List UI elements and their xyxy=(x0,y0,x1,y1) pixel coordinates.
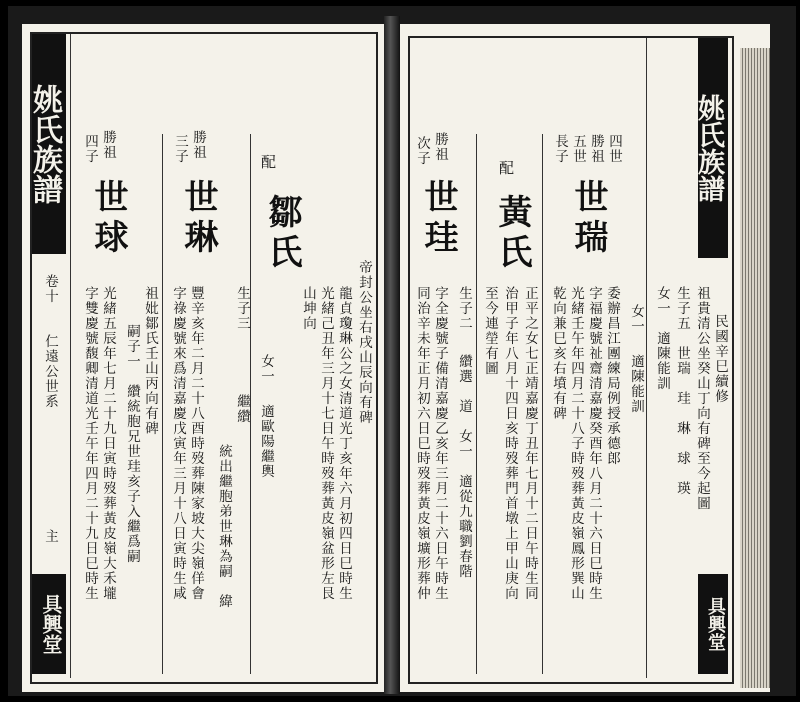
daughter1: 女一 xyxy=(628,304,644,334)
p3-bio-2: 豐辛亥年二月二十八酉時歿葬陳家坡大尖嶺佯會 xyxy=(188,286,204,601)
header-top: 民國辛巳續修 xyxy=(712,314,728,404)
p2-bio-1: 字全慶號子備清嘉慶乙亥年三月二十六日午時生 xyxy=(432,286,448,601)
left-hall-name: 具興堂 xyxy=(32,574,66,674)
left-page xyxy=(22,24,384,692)
p2-title: 勝祖 xyxy=(432,132,448,162)
r-wife-bio-3: 至今連塋有圖 xyxy=(482,286,498,376)
right-page-title: 姚氏族譜 xyxy=(698,38,728,258)
wife-label: 配 xyxy=(259,154,277,169)
p3-title: 勝祖 xyxy=(190,130,206,160)
p1-bio-3: 光緒壬午年四月二十八子時歿葬黃皮嶺鳳形巽山 xyxy=(568,286,584,601)
mandate-line: 帝封公坐右戌山辰向有碑 xyxy=(356,260,372,425)
right-hall-name: 具興堂 xyxy=(698,574,728,674)
p1-gen: 五世 xyxy=(570,134,586,164)
header-line: 祖貴清公坐癸山丁向有碑至今起圖 xyxy=(694,286,710,511)
daughter-count: 女一 xyxy=(258,354,274,384)
right-page xyxy=(400,24,770,692)
wife-bio-1: 龍貞瓊琳公之女清道光丁亥年六月初四日巳時生 xyxy=(336,286,352,601)
branch-label: 仁遠公世系 xyxy=(42,334,58,409)
book-spread xyxy=(8,6,796,696)
header-daughter: 女一 適陳能訓 xyxy=(654,286,670,391)
wife-name: 鄒氏 xyxy=(262,194,302,274)
p1-gen2: 四世 xyxy=(606,134,622,164)
p1-rank: 長子 xyxy=(552,134,568,164)
p4-title: 勝祖 xyxy=(100,130,116,160)
p1-bio-1: 委辦昌江團練局例授承德郎 xyxy=(604,286,620,466)
p2-name: 世珪 xyxy=(418,179,458,259)
p1-bio-4: 乾向兼巳亥右墳有碑 xyxy=(550,286,566,421)
daughter1-note: 適陳能訓 xyxy=(628,354,644,414)
daughter-note: 適歐陽繼輿 xyxy=(258,404,274,479)
r-wife-name: 黃氏 xyxy=(492,194,532,274)
sons2-note: 纘選 道 女一 適從九職劉春階 xyxy=(456,354,472,579)
wife-bio-3: 山坤向 xyxy=(300,286,316,331)
p1-title: 勝祖 xyxy=(588,134,604,164)
p1-name: 世瑞 xyxy=(568,179,608,259)
sons-count: 生子三 xyxy=(234,286,250,331)
book-gutter xyxy=(384,16,400,694)
wife-bio-2: 光緒己丑年三月十七日午時歿葬黃皮嶺盆形左艮 xyxy=(318,286,334,601)
p2-rank: 次子 xyxy=(414,136,430,166)
r-wife-label: 配 xyxy=(497,160,515,175)
sons2-count: 生子二 xyxy=(456,286,472,331)
header-sons: 生子五 世瑞 珪 琳 球 瑛 xyxy=(674,286,690,496)
p3-name: 世琳 xyxy=(178,179,218,259)
p3-rank: 三子 xyxy=(172,134,188,164)
p2-bio-2: 同治辛未年正月初六日巳時歿葬黃皮嶺壙形葬仲 xyxy=(414,286,430,601)
r-wife-bio-2: 治甲子年八月十四日亥時歿葬門首墩上甲山庚向 xyxy=(502,286,518,601)
r-wife-bio-1: 正平之女七正靖嘉慶丁丑年七月十二日午時生同 xyxy=(522,286,538,601)
p1-bio-2: 字福慶號祉齋清嘉慶癸酉年八月二十六日巳時生 xyxy=(586,286,602,601)
left-page-title: 姚氏族譜 xyxy=(32,34,66,254)
p4-rank: 四子 xyxy=(82,134,98,164)
page-edge xyxy=(740,48,770,688)
p3-bio-1: 字祿慶號來爲清嘉慶戊寅年三月十八日寅時生咸 xyxy=(170,286,186,601)
p3-heir: 嗣子一 纘統胞兄世珪亥子入繼爲嗣 xyxy=(124,324,140,564)
p4-name: 世球 xyxy=(88,179,128,259)
p4-bio-2: 光緒五辰年七月二十九日寅時歿葬黃皮嶺大禾壠 xyxy=(100,286,116,601)
sons-detail: 統出繼胞弟世琳為嗣 緯 xyxy=(216,444,232,609)
volume-label: 卷十 xyxy=(42,274,58,304)
page-number: 主 xyxy=(42,529,58,544)
sons-note: 繼纘 xyxy=(234,394,250,424)
p4-bio-1: 字雙慶號馥卿清道光壬午年四月二十九日巳時生 xyxy=(82,286,98,601)
p4-wife: 祖妣鄒氏壬山丙向有碑 xyxy=(142,286,158,436)
